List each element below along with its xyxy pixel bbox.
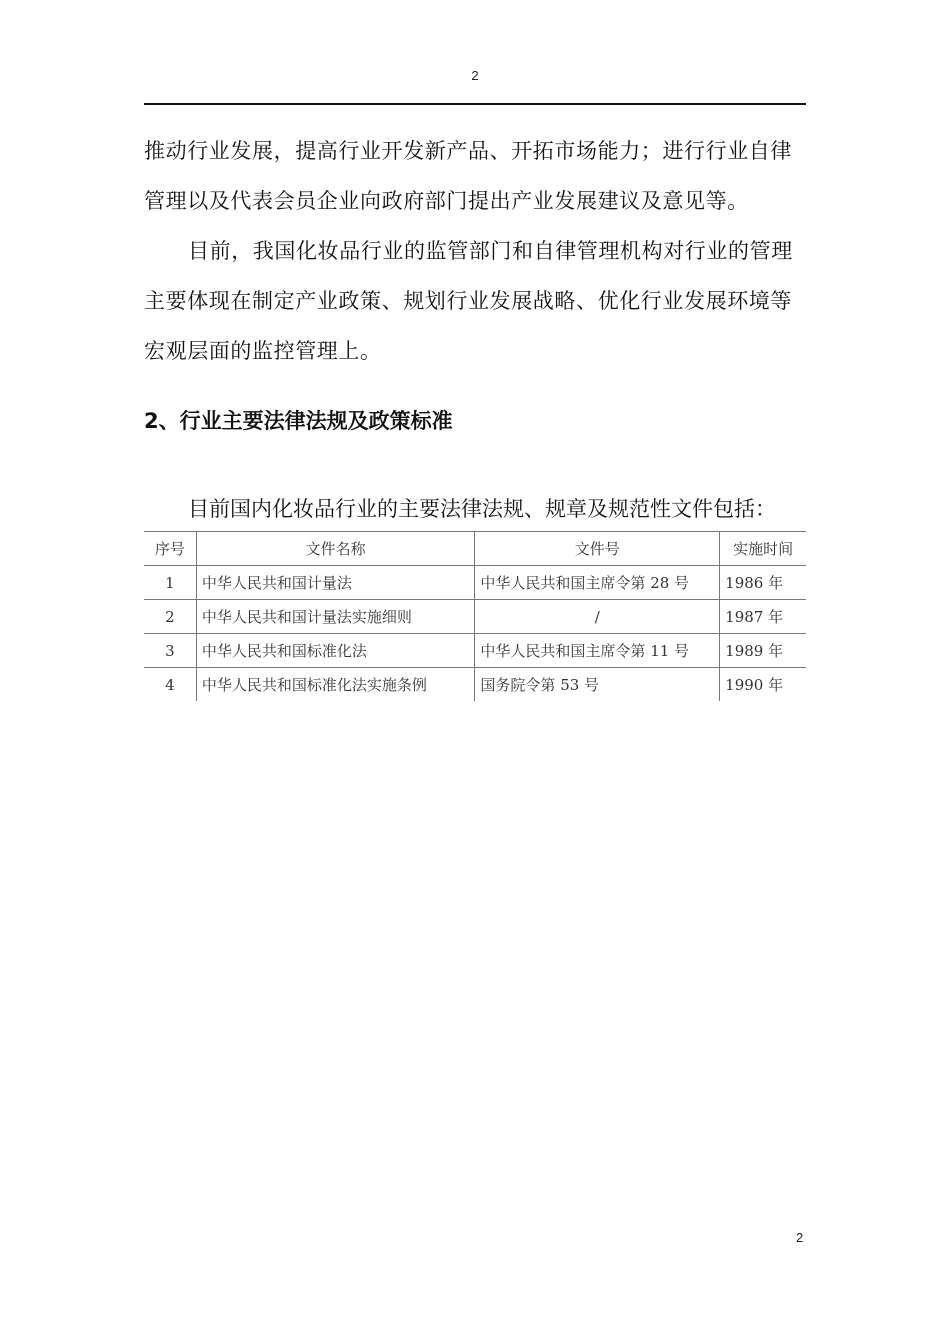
cell-document-name: 中华人民共和国标准化法实施条例: [196, 668, 475, 702]
cell-number: 4: [144, 668, 196, 702]
cell-document-number: /: [475, 600, 720, 634]
header-cell-number: 序号: [144, 532, 196, 566]
cell-document-name: 中华人民共和国计量法: [196, 566, 475, 600]
laws-table: [144, 531, 806, 701]
table-header-row: [144, 532, 806, 566]
header-divider: [144, 103, 806, 105]
paragraph-regulation-summary: 目前，我国化妆品行业的监管部门和自律管理机构对行业的管理主要体现在制定产业政策、规划行业发展战略、优化行业发展环境等宏观层面的监控管理上。: [144, 239, 793, 363]
cell-effective-date: 1986 年: [720, 566, 806, 600]
cell-effective-date: 1987 年: [720, 600, 806, 634]
section-intro: 目前国内化妆品行业的主要法律法规、规章及规范性文件包括：: [188, 497, 776, 521]
cell-effective-date: 1990 年: [720, 668, 806, 702]
table-row: [144, 668, 806, 702]
cell-document-number: 中华人民共和国主席令第 28 号: [475, 566, 720, 600]
footer-page-number: 2: [796, 1230, 804, 1245]
header-cell-document-name: 文件名称: [196, 532, 475, 566]
cell-number: 1: [144, 566, 196, 600]
cell-document-name: 中华人民共和国标准化法: [196, 634, 475, 668]
table-row: [144, 634, 806, 668]
cell-document-number: 国务院令第 53 号: [475, 668, 720, 702]
cell-number: 3: [144, 634, 196, 668]
table-row: [144, 566, 806, 600]
cell-document-name: 中华人民共和国计量法实施细则: [196, 600, 475, 634]
table-row: [144, 600, 806, 634]
cell-number: 2: [144, 600, 196, 634]
section-heading: 2、行业主要法律法规及政策标准: [144, 409, 453, 433]
header-cell-document-number: 文件号: [475, 532, 720, 566]
cell-document-number: 中华人民共和国主席令第 11 号: [475, 634, 720, 668]
header-page-number: 2: [471, 68, 479, 83]
header-cell-effective-date: 实施时间: [720, 532, 806, 566]
paragraph-continuation: 推动行业发展，提高行业开发新产品、开拓市场能力；进行行业自律管理以及代表会员企业向政府部门提出产业发展建议及意见等。: [144, 139, 792, 213]
cell-effective-date: 1989 年: [720, 634, 806, 668]
